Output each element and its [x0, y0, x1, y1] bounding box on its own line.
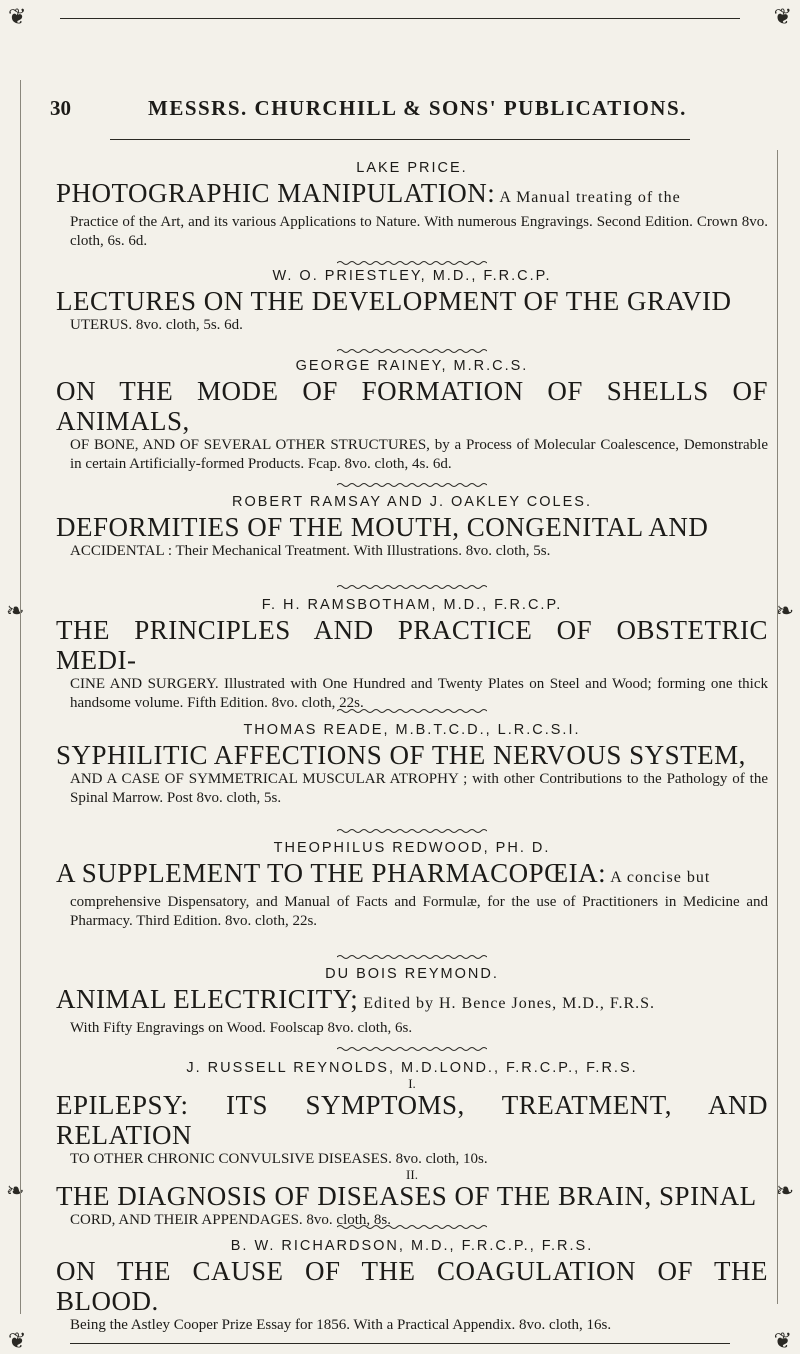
entry-description: Being the Astley Cooper Prize Essay for 1856. With a Practical Appendix. 8vo. cloth, 16s.: [70, 1317, 612, 1333]
entry-author: DU BOIS REYMOND.: [325, 966, 499, 982]
page-header: [50, 96, 760, 126]
entry-description: TO OTHER CHRONIC CONVULSIVE DISEASES. 8vo. cloth, 10s.: [70, 1151, 488, 1167]
page-number: 30: [50, 96, 71, 120]
entry-title: EPILEPSY: ITS SYMPTOMS, TREATMENT, AND RELATION: [56, 1090, 768, 1150]
header-rule: [110, 139, 690, 140]
entry-author: W. O. PRIESTLEY, M.D., F.R.C.P.: [272, 268, 552, 284]
entry-title: THE PRINCIPLES AND PRACTICE OF OBSTETRIC MEDI-: [56, 615, 768, 675]
entry-title: A SUPPLEMENT TO THE PHARMACOPŒIA: A concise but: [56, 858, 711, 888]
entry-author: THEOPHILUS REDWOOD, PH. D.: [273, 840, 551, 856]
catalogue-entry: [56, 722, 768, 808]
entry-title: ON THE MODE OF FORMATION OF SHELLS OF ANIMALS,: [56, 376, 768, 436]
top-rule: [60, 18, 740, 19]
volume-numeral: II.: [406, 1167, 418, 1182]
entry-title: ANIMAL ELECTRICITY; Edited by H. Bence Jones, M.D., F.R.S.: [56, 984, 656, 1014]
entry-title: PHOTOGRAPHIC MANIPULATION: A Manual treating of the: [56, 178, 681, 208]
entry-description: AND A CASE OF SYMMETRICAL MUSCULAR ATROPHY ; with other Contributions to the Pathology of the Spinal Marrow. Post 8vo. cloth, 5s.: [70, 771, 768, 806]
wavy-divider: [337, 1046, 487, 1052]
left-border: [20, 80, 21, 1314]
volume-numeral: I.: [408, 1076, 416, 1091]
entry-description: OF BONE, AND OF SEVERAL OTHER STRUCTURES, by a Process of Molecular Coalescence, Demonstrable in certain Artificially-formed Products. Fcap. 8vo. cloth, 4s. 6d.: [70, 437, 768, 472]
wavy-divider: [337, 708, 487, 714]
side-ornament-icon: ❧: [775, 1178, 794, 1203]
side-ornament-icon: ❧: [6, 1178, 25, 1203]
entry-description: ACCIDENTAL : Their Mechanical Treatment. With Illustrations. 8vo. cloth, 5s.: [70, 543, 551, 559]
entry-description: CINE AND SURGERY. Illustrated with One Hundred and Twenty Plates on Steel and Wood; forming one thick handsome volume. Fifth Edition. 8vo. cloth, 22s.: [70, 676, 768, 711]
entry-title: THE DIAGNOSIS OF DISEASES OF THE BRAIN, SPINAL: [56, 1181, 757, 1211]
entry-author: ROBERT RAMSAY AND J. OAKLEY COLES.: [232, 494, 592, 510]
entry-author: F. H. RAMSBOTHAM, M.D., F.R.C.P.: [261, 597, 563, 613]
catalogue-entry: [56, 358, 768, 474]
entry-author: J. RUSSELL REYNOLDS, M.D.LOND., F.R.C.P., F.R.S.: [186, 1060, 638, 1076]
wavy-divider: [337, 260, 487, 266]
catalogue-entry: [56, 966, 768, 1038]
catalogue-entry: [56, 1060, 768, 1230]
wavy-divider: [337, 482, 487, 488]
entry-author: THOMAS READE, M.B.T.C.D., L.R.C.S.I.: [243, 722, 581, 738]
corner-ornament-icon: ❦: [8, 1328, 27, 1353]
running-title: MESSRS. CHURCHILL & SONS' PUBLICATIONS.: [148, 96, 687, 120]
entry-description: comprehensive Dispensatory, and Manual of Facts and Formulæ, for the use of Practitioners in Medicine and Pharmacy. Third Edition. 8vo. cloth, 22s.: [70, 894, 768, 929]
entry-title: LECTURES ON THE DEVELOPMENT OF THE GRAVID: [56, 286, 732, 316]
corner-ornament-icon: ❦: [773, 4, 792, 29]
catalogue-entry: [56, 268, 768, 335]
entry-author: GEORGE RAINEY, M.R.C.S.: [295, 358, 529, 374]
corner-ornament-icon: ❦: [8, 4, 27, 29]
entry-description: CORD, AND THEIR APPENDAGES. 8vo. cloth, 8s.: [70, 1212, 391, 1228]
bottom-rule: [70, 1343, 730, 1344]
entry-description: UTERUS. 8vo. cloth, 5s. 6d.: [70, 317, 243, 333]
entry-author: LAKE PRICE.: [356, 160, 468, 176]
catalogue-entry: [56, 840, 768, 931]
wavy-divider: [337, 1224, 487, 1230]
side-ornament-icon: ❧: [775, 598, 794, 623]
wavy-divider: [337, 584, 487, 590]
wavy-divider: [337, 828, 487, 834]
entry-title: DEFORMITIES OF THE MOUTH, CONGENITAL AND: [56, 512, 709, 542]
entry-title: SYPHILITIC AFFECTIONS OF THE NERVOUS SYSTEM,: [56, 740, 746, 770]
corner-ornament-icon: ❦: [773, 1328, 792, 1353]
catalogue-entry: [56, 597, 768, 713]
catalogue-entry: [56, 494, 768, 561]
right-border: [777, 150, 778, 1304]
catalogue-entry: [56, 160, 768, 251]
entry-title: ON THE CAUSE OF THE COAGULATION OF THE BLOOD.: [56, 1256, 768, 1316]
entry-description: Practice of the Art, and its various Applications to Nature. With numerous Engravings. Second Edition. Crown 8vo. cloth, 6s. 6d.: [70, 214, 768, 249]
wavy-divider: [337, 348, 487, 354]
catalogue-entry: [56, 1238, 768, 1335]
entry-author: B. W. RICHARDSON, M.D., F.R.C.P., F.R.S.: [230, 1238, 594, 1254]
entry-description: With Fifty Engravings on Wood. Foolscap 8vo. cloth, 6s.: [70, 1020, 413, 1036]
wavy-divider: [337, 954, 487, 960]
side-ornament-icon: ❧: [6, 598, 25, 623]
